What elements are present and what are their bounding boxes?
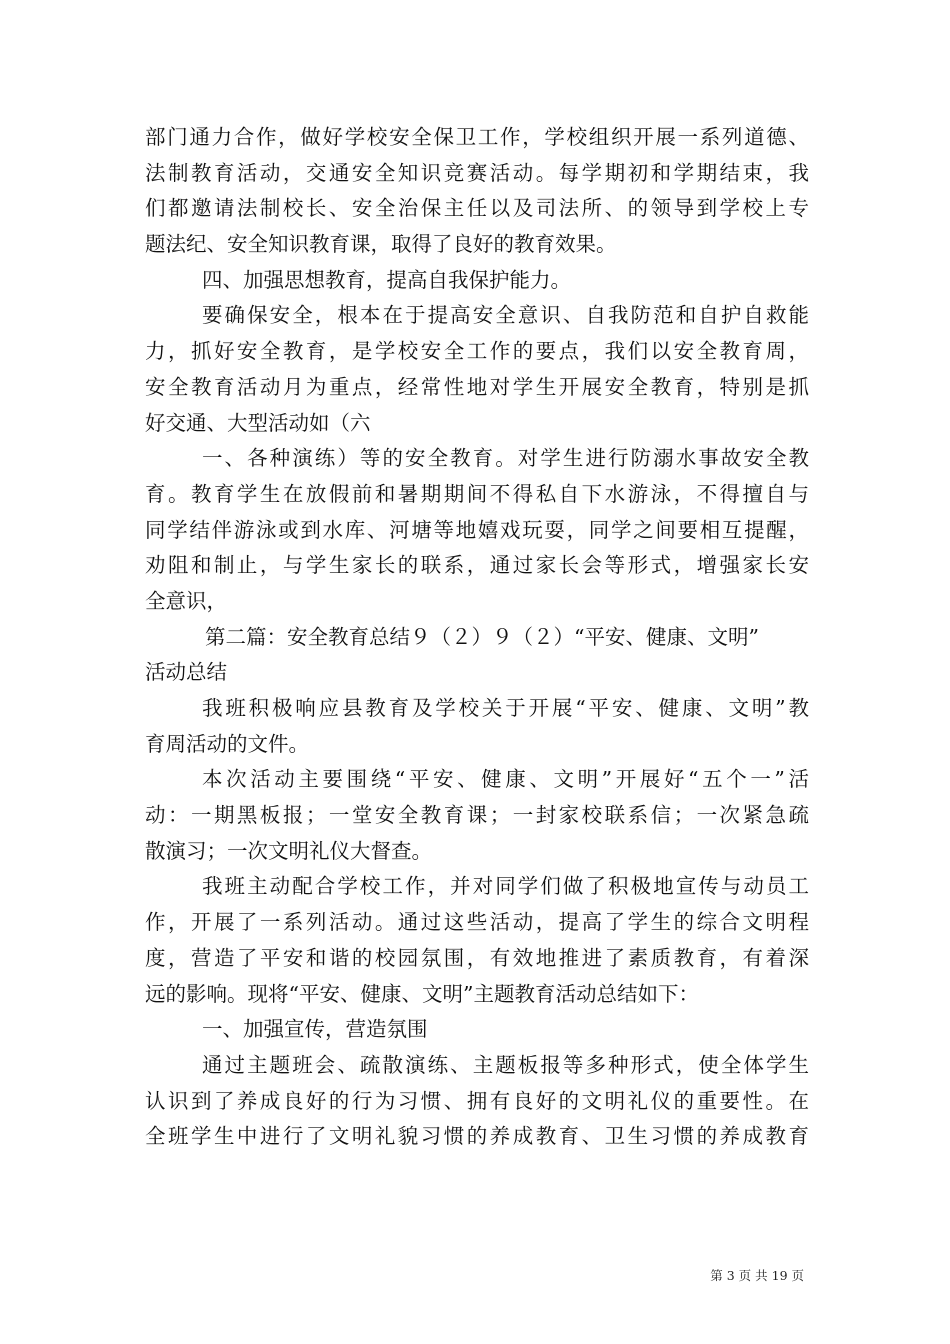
text-line: 我班主动配合学校工作，并对同学们做了积极地宣传与动员工 [202,874,809,899]
text-line: 全意识， [145,588,227,613]
text-line: 同学结伴游泳或到水库、河塘等地嬉戏玩耍，同学之间要相互提醒， [145,517,809,542]
text-line: 题法纪、安全知识教育课，取得了良好的教育效果。 [145,232,617,257]
text-line: 部门通力合作，做好学校安全保卫工作，学校组织开展一系列道德、 [145,125,809,149]
text-line: 本次活动主要围绕“平安、健康、文明”开展好“五个一”活 [202,767,809,792]
text-line: 一、各种演练）等的安全教育。对学生进行防溺水事故安全教 [202,446,809,471]
text-line: 劝阻和制止，与学生家长的联系，通过家长会等形式，增强家长安 [145,553,809,578]
text-line: 散演习；一次文明礼仪大督查。 [145,838,432,863]
text-line: 一、加强宣传，营造氛围 [202,1017,428,1042]
text-line: 远的影响。现将“平安、健康、文明”主题教育活动总结如下： [145,981,699,1006]
text-line: 要确保安全，根本在于提高安全意识、自我防范和自护自救能 [202,303,809,328]
text-line: 育周活动的文件。 [145,731,309,756]
document-body [145,120,809,1155]
section-heading-line: 第二篇：安全教育总结９（２）９（２）“平安、健康、文明” [205,624,759,649]
page-number: 第 3 页 共 19 页 [710,1268,804,1283]
text-line: 通过主题班会、疏散演练、主题板报等多种形式，使全体学生 [202,1052,809,1077]
text-line: 全班学生中进行了文明礼貌习惯的养成教育、卫生习惯的养成教育 [145,1124,809,1149]
text-line: 们都邀请法制校长、安全治保主任以及司法所、的领导到学校上专 [145,196,809,221]
text-line: 四、加强思想教育，提高自我保护能力。 [202,267,571,292]
text-line: 认识到了养成良好的行为习惯、拥有良好的文明礼仪的重要性。在 [145,1088,809,1113]
text-line: 力，抓好安全教育，是学校安全工作的要点，我们以安全教育周， [145,339,809,364]
text-line: 好交通、大型活动如（六 [145,410,371,435]
text-line: 活动总结 [145,660,227,685]
text-line: 安全教育活动月为重点，经常性地对学生开展安全教育，特别是抓 [145,374,809,399]
text-line: 动：一期黑板报；一堂安全教育课；一封家校联系信；一次紧急疏 [145,803,809,828]
text-line: 育。教育学生在放假前和暑期期间不得私自下水游泳，不得擅自与 [145,481,809,506]
text-line: 我班积极响应县教育及学校关于开展“平安、健康、文明”教 [202,696,809,720]
text-line: 法制教育活动，交通安全知识竞赛活动。每学期初和学期结束，我 [145,160,809,185]
text-line: 作，开展了一系列活动。通过这些活动，提高了学生的综合文明程 [145,910,809,935]
text-line: 度，营造了平安和谐的校园氛围，有效地推进了素质教育，有着深 [145,945,809,970]
